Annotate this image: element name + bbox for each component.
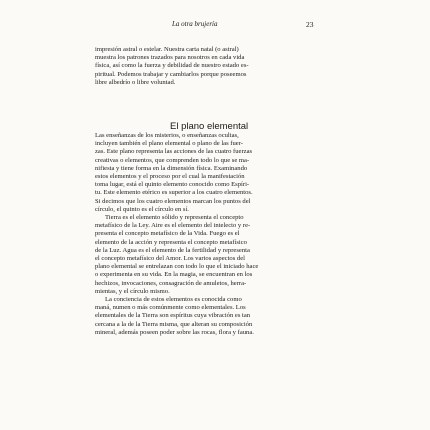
text-line: elementales de la Tierra son espíritus cuya vibración es tan bbox=[95, 312, 251, 320]
text-line: plano elemental se entrelazan con todo lo que el iniciado hace bbox=[95, 263, 259, 271]
text-line: presenta el concepto metafísico de la Vida. Fuego es el bbox=[95, 230, 240, 238]
running-head: La otra brujería bbox=[172, 20, 218, 28]
text-line: elemento de la acción y representa el concepto metafísico bbox=[95, 238, 247, 246]
paragraph bbox=[95, 132, 323, 214]
text-line: Tierra es el elemento sólido y representa el concepto bbox=[105, 214, 244, 222]
page-number: 23 bbox=[306, 20, 314, 29]
text-line: impresión astral o estelar. Nuestra carta natal (o astral) bbox=[95, 46, 239, 53]
text-line: hechizos, invocaciones, consagración de amuletos, herra- bbox=[95, 279, 247, 287]
text-line: nifiesta y tiene forma en la dimensión física. Examinando bbox=[95, 164, 248, 172]
text-line: piritual. Podemos trabajar y cambiarlos porque poseemos bbox=[95, 70, 247, 78]
text-line: toma lugar, está el quinto elemento conocido como Espíri- bbox=[95, 181, 250, 189]
text-line: de la Luz. Agua es el elemento de la fertilidad y representa bbox=[95, 246, 250, 254]
text-line: estos elementos y el proceso por el cual la manifestación bbox=[95, 173, 245, 181]
section-title: El plano elemental bbox=[170, 120, 249, 132]
text-line: el concepto metafísico del Amor. Los varios aspectos del bbox=[95, 255, 245, 263]
text-line: metafísico de la Ley. Aire es el elemento del intelecto y re- bbox=[95, 222, 251, 230]
text-line: Las enseñanzas de los misterios, o enseñanzas ocultas, bbox=[95, 132, 239, 139]
text-line: o experimenta en su vida. En la magia, se encuentran en los bbox=[95, 271, 253, 279]
text-line: cercana a la de la Tierra misma, que alteran su composición bbox=[95, 320, 253, 328]
section-body bbox=[95, 132, 323, 337]
text-line: mientas, y el círculo mismo. bbox=[95, 287, 170, 295]
text-line: incluyen también el plano elemental o plano de las fuer- bbox=[95, 140, 243, 148]
text-line: mineral, además poseen poder sobre las rocas, flora y fauna. bbox=[95, 328, 254, 336]
text-line: maná, numen o más comúnmente como elementales. Los bbox=[95, 304, 246, 312]
text-line: creativas o elementos, que comprenden todo lo que se ma- bbox=[95, 156, 250, 164]
text-line: física, así como la fuerza y debilidad de nuestro estado es- bbox=[95, 62, 249, 70]
text-line: muestra los patrones trazados para nosotros en cada vida bbox=[95, 54, 245, 62]
text-line: círculo, el quinto es el círculo en sí. bbox=[95, 205, 189, 213]
paragraph bbox=[95, 214, 323, 296]
paragraph bbox=[95, 296, 323, 337]
text-line: Si decimos que los cuatro elementos marcan los puntos del bbox=[95, 197, 251, 205]
text-line: La conciencia de estos elementos es conocida como bbox=[105, 296, 242, 304]
text-line: zas. Este plano representa las acciones de las cuatro fuerzas bbox=[95, 148, 253, 156]
text-line: libre albedrío o libre voluntad. bbox=[95, 78, 176, 86]
intro-paragraph bbox=[95, 46, 323, 87]
text-line: tu. Este elemento etérico es superior a los cuatro elementos. bbox=[95, 189, 253, 197]
